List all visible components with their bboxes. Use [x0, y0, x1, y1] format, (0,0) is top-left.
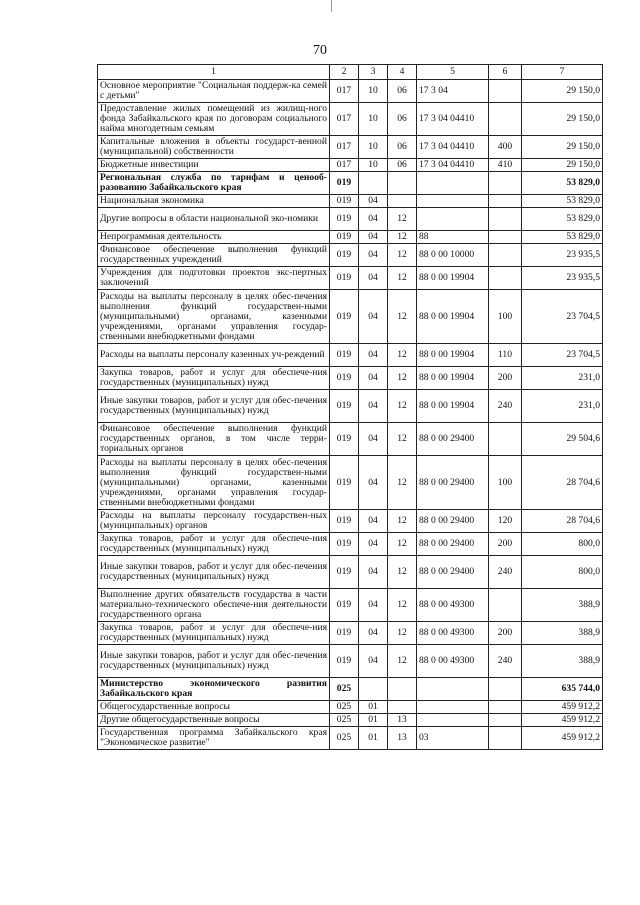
row-ministry-code-cell: 019	[330, 231, 359, 244]
row-expense-type-cell	[489, 714, 522, 727]
row-target-article-cell: 88 0 00 19904	[417, 390, 489, 423]
row-ministry-code-cell: 025	[330, 678, 359, 701]
row-ministry-code-cell: 019	[330, 208, 359, 231]
row-amount-cell: 29 150,0	[522, 159, 603, 172]
row-name-cell: Министерство экономического развития Забайкальского края	[98, 678, 330, 701]
row-amount-cell: 28 704,6	[522, 456, 603, 510]
table-row	[98, 244, 603, 267]
row-target-article-cell: 88 0 00 29400	[417, 456, 489, 510]
row-subsection-cell: 12	[388, 533, 417, 556]
row-amount-cell: 23 704,5	[522, 344, 603, 367]
row-section-cell: 10	[359, 103, 388, 136]
budget-table	[97, 64, 603, 750]
row-name-cell: Другие вопросы в области национальной эко-номики	[98, 208, 330, 231]
row-expense-type-cell: 100	[489, 290, 522, 344]
row-subsection-cell: 13	[388, 727, 417, 750]
row-ministry-code-cell: 019	[330, 456, 359, 510]
row-ministry-code-cell: 017	[330, 136, 359, 159]
table-row	[98, 423, 603, 456]
header-cell: 3	[359, 65, 388, 80]
header-cell: 2	[330, 65, 359, 80]
table-row	[98, 701, 603, 714]
row-subsection-cell	[388, 195, 417, 208]
row-ministry-code-cell: 019	[330, 423, 359, 456]
row-expense-type-cell	[489, 244, 522, 267]
row-section-cell: 04	[359, 244, 388, 267]
row-name-cell: Расходы на выплаты персоналу казенных уч-реждений	[98, 344, 330, 367]
row-amount-cell: 231,0	[522, 367, 603, 390]
table-row	[98, 367, 603, 390]
row-amount-cell: 459 912,2	[522, 701, 603, 714]
row-subsection-cell: 12	[388, 589, 417, 622]
row-ministry-code-cell: 019	[330, 172, 359, 195]
row-name-cell: Финансовое обеспечение выполнения функций государственных органов, в том числе терри-ториальных органов	[98, 423, 330, 456]
row-subsection-cell: 13	[388, 714, 417, 727]
table-row	[98, 159, 603, 172]
row-ministry-code-cell: 017	[330, 159, 359, 172]
scan-edge-mark	[331, 0, 332, 12]
row-name-cell: Региональная служба по тарифам и ценооб-разованию Забайкальского края	[98, 172, 330, 195]
table-row	[98, 714, 603, 727]
row-name-cell: Иные закупки товаров, работ и услуг для обес-печения государственных (муниципальных) нужд	[98, 645, 330, 678]
row-ministry-code-cell: 019	[330, 344, 359, 367]
row-section-cell: 10	[359, 136, 388, 159]
row-name-cell: Финансовое обеспечение выполнения функций государственных учреждений	[98, 244, 330, 267]
row-ministry-code-cell: 019	[330, 645, 359, 678]
row-amount-cell: 23 935,5	[522, 244, 603, 267]
row-name-cell: Закупка товаров, работ и услуг для обеспече-ния государственных (муниципальных) нужд	[98, 622, 330, 645]
row-target-article-cell: 17 3 04 04410	[417, 159, 489, 172]
row-ministry-code-cell: 025	[330, 714, 359, 727]
row-subsection-cell: 12	[388, 290, 417, 344]
row-name-cell: Расходы на выплаты персоналу государствен-ных (муниципальных) органов	[98, 510, 330, 533]
table-row	[98, 172, 603, 195]
row-expense-type-cell: 200	[489, 622, 522, 645]
table-row	[98, 195, 603, 208]
row-subsection-cell: 06	[388, 136, 417, 159]
table-row	[98, 645, 603, 678]
table-row	[98, 208, 603, 231]
row-target-article-cell	[417, 208, 489, 231]
row-amount-cell: 53 829,0	[522, 208, 603, 231]
row-amount-cell: 29 150,0	[522, 80, 603, 103]
row-name-cell: Иные закупки товаров, работ и услуг для обес-печения государственных (муниципальных) нужд	[98, 556, 330, 589]
row-subsection-cell: 12	[388, 390, 417, 423]
row-subsection-cell: 12	[388, 231, 417, 244]
row-subsection-cell: 12	[388, 456, 417, 510]
header-cell: 4	[388, 65, 417, 80]
table-header-row	[98, 65, 603, 80]
row-target-article-cell: 17 3 04	[417, 80, 489, 103]
row-amount-cell: 23 935,5	[522, 267, 603, 290]
row-ministry-code-cell: 019	[330, 367, 359, 390]
row-name-cell: Предоставление жилых помещений из жилищ-ного фонда Забайкальского края по договорам социального найма многодетным семьям	[98, 103, 330, 136]
row-target-article-cell	[417, 678, 489, 701]
row-ministry-code-cell: 019	[330, 244, 359, 267]
row-subsection-cell	[388, 678, 417, 701]
table-row	[98, 390, 603, 423]
row-ministry-code-cell: 019	[330, 556, 359, 589]
row-name-cell: Общегосударственные вопросы	[98, 701, 330, 714]
row-amount-cell: 459 912,2	[522, 727, 603, 750]
row-amount-cell: 635 744,0	[522, 678, 603, 701]
row-section-cell: 04	[359, 510, 388, 533]
row-target-article-cell: 88 0 00 19904	[417, 344, 489, 367]
table-row	[98, 80, 603, 103]
row-name-cell: Непрограммная деятельность	[98, 231, 330, 244]
row-name-cell: Иные закупки товаров, работ и услуг для обес-печения государственных (муниципальных) нужд	[98, 390, 330, 423]
row-name-cell: Расходы на выплаты персоналу в целях обес-печения выполнения функций государствен-ными (муниципальными) органами, казенными учреждениями, органами управления государ-ственными внебюджетными фондами	[98, 290, 330, 344]
row-subsection-cell: 06	[388, 159, 417, 172]
table-row	[98, 589, 603, 622]
row-ministry-code-cell: 019	[330, 390, 359, 423]
row-expense-type-cell	[489, 208, 522, 231]
row-amount-cell: 23 704,5	[522, 290, 603, 344]
row-section-cell: 04	[359, 622, 388, 645]
row-target-article-cell	[417, 714, 489, 727]
row-target-article-cell: 17 3 04 04410	[417, 103, 489, 136]
row-amount-cell: 53 829,0	[522, 231, 603, 244]
row-ministry-code-cell: 019	[330, 533, 359, 556]
table-row	[98, 556, 603, 589]
row-section-cell: 04	[359, 208, 388, 231]
row-ministry-code-cell: 019	[330, 622, 359, 645]
row-amount-cell: 28 704,6	[522, 510, 603, 533]
table-row	[98, 456, 603, 510]
row-ministry-code-cell: 025	[330, 701, 359, 714]
table-row	[98, 290, 603, 344]
row-section-cell: 04	[359, 589, 388, 622]
row-expense-type-cell: 120	[489, 510, 522, 533]
row-subsection-cell: 12	[388, 208, 417, 231]
row-ministry-code-cell: 025	[330, 727, 359, 750]
row-name-cell: Другие общегосударственные вопросы	[98, 714, 330, 727]
header-cell: 7	[522, 65, 603, 80]
row-amount-cell: 800,0	[522, 556, 603, 589]
row-amount-cell: 459 912,2	[522, 714, 603, 727]
table-row	[98, 622, 603, 645]
row-name-cell: Закупка товаров, работ и услуг для обеспече-ния государственных (муниципальных) нужд	[98, 367, 330, 390]
row-section-cell: 04	[359, 645, 388, 678]
row-target-article-cell	[417, 172, 489, 195]
table-row	[98, 267, 603, 290]
row-target-article-cell: 17 3 04 04410	[417, 136, 489, 159]
row-section-cell: 04	[359, 556, 388, 589]
row-expense-type-cell	[489, 423, 522, 456]
row-expense-type-cell: 240	[489, 645, 522, 678]
row-amount-cell: 29 150,0	[522, 103, 603, 136]
row-expense-type-cell	[489, 727, 522, 750]
row-expense-type-cell	[489, 172, 522, 195]
row-target-article-cell: 88	[417, 231, 489, 244]
row-target-article-cell	[417, 195, 489, 208]
table-row	[98, 344, 603, 367]
row-expense-type-cell: 100	[489, 456, 522, 510]
row-section-cell: 04	[359, 533, 388, 556]
table-row	[98, 727, 603, 750]
row-target-article-cell: 88 0 00 49300	[417, 589, 489, 622]
row-amount-cell: 53 829,0	[522, 195, 603, 208]
row-target-article-cell	[417, 701, 489, 714]
row-subsection-cell: 12	[388, 510, 417, 533]
row-ministry-code-cell: 019	[330, 589, 359, 622]
row-section-cell: 04	[359, 367, 388, 390]
row-expense-type-cell: 240	[489, 390, 522, 423]
row-target-article-cell: 88 0 00 49300	[417, 622, 489, 645]
row-expense-type-cell: 110	[489, 344, 522, 367]
page-number: 70	[313, 43, 327, 58]
table-row	[98, 678, 603, 701]
row-expense-type-cell: 240	[489, 556, 522, 589]
row-section-cell: 04	[359, 456, 388, 510]
row-subsection-cell: 12	[388, 645, 417, 678]
row-subsection-cell: 06	[388, 80, 417, 103]
row-subsection-cell	[388, 701, 417, 714]
row-expense-type-cell	[489, 267, 522, 290]
table-row	[98, 103, 603, 136]
row-subsection-cell: 12	[388, 556, 417, 589]
row-section-cell: 01	[359, 714, 388, 727]
row-section-cell	[359, 678, 388, 701]
row-name-cell: Учреждения для подготовки проектов экс-пертных заключений	[98, 267, 330, 290]
row-name-cell: Выполнение других обязательств государства в части материально-технического обеспече-ния деятельности государственного органа	[98, 589, 330, 622]
row-subsection-cell: 06	[388, 103, 417, 136]
row-ministry-code-cell: 019	[330, 267, 359, 290]
row-ministry-code-cell: 019	[330, 510, 359, 533]
row-subsection-cell: 12	[388, 367, 417, 390]
row-target-article-cell: 88 0 00 29400	[417, 423, 489, 456]
row-target-article-cell: 88 0 00 29400	[417, 533, 489, 556]
row-name-cell: Бюджетные инвестиции	[98, 159, 330, 172]
row-target-article-cell: 88 0 00 29400	[417, 556, 489, 589]
row-expense-type-cell: 200	[489, 367, 522, 390]
header-cell: 1	[98, 65, 330, 80]
table-row	[98, 510, 603, 533]
row-subsection-cell: 12	[388, 344, 417, 367]
row-section-cell: 01	[359, 701, 388, 714]
header-cell: 6	[489, 65, 522, 80]
row-name-cell: Основное мероприятие "Социальная поддерж-ка семей с детьми"	[98, 80, 330, 103]
row-subsection-cell	[388, 172, 417, 195]
row-name-cell: Национальная экономика	[98, 195, 330, 208]
row-subsection-cell: 12	[388, 244, 417, 267]
row-expense-type-cell: 400	[489, 136, 522, 159]
row-subsection-cell: 12	[388, 622, 417, 645]
row-ministry-code-cell: 017	[330, 103, 359, 136]
row-subsection-cell: 12	[388, 423, 417, 456]
row-amount-cell: 231,0	[522, 390, 603, 423]
row-section-cell: 04	[359, 195, 388, 208]
row-subsection-cell: 12	[388, 267, 417, 290]
row-name-cell: Расходы на выплаты персоналу в целях обес-печения выполнения функций государствен-ными (муниципальными) органами, казенными учреждениями, органами управления государ-ственными внебюджетными фондами	[98, 456, 330, 510]
row-amount-cell: 388,9	[522, 589, 603, 622]
row-section-cell: 04	[359, 344, 388, 367]
row-ministry-code-cell: 019	[330, 195, 359, 208]
row-expense-type-cell	[489, 231, 522, 244]
row-section-cell: 04	[359, 267, 388, 290]
row-expense-type-cell	[489, 701, 522, 714]
row-name-cell: Государственная программа Забайкальского края "Экономическое развитие"	[98, 727, 330, 750]
row-expense-type-cell	[489, 80, 522, 103]
row-amount-cell: 29 504,6	[522, 423, 603, 456]
row-amount-cell: 29 150,0	[522, 136, 603, 159]
row-target-article-cell: 88 0 00 19904	[417, 367, 489, 390]
row-section-cell: 04	[359, 231, 388, 244]
table-row	[98, 136, 603, 159]
row-section-cell: 04	[359, 390, 388, 423]
row-target-article-cell: 88 0 00 10000	[417, 244, 489, 267]
row-name-cell: Капитальные вложения в объекты государст-венной (муниципальной) собственности	[98, 136, 330, 159]
row-section-cell: 10	[359, 80, 388, 103]
row-target-article-cell: 88 0 00 19904	[417, 290, 489, 344]
row-expense-type-cell: 200	[489, 533, 522, 556]
row-section-cell: 10	[359, 159, 388, 172]
row-name-cell: Закупка товаров, работ и услуг для обеспече-ния государственных (муниципальных) нужд	[98, 533, 330, 556]
row-expense-type-cell: 410	[489, 159, 522, 172]
row-expense-type-cell	[489, 195, 522, 208]
table-row	[98, 231, 603, 244]
row-section-cell: 04	[359, 290, 388, 344]
row-target-article-cell: 88 0 00 19904	[417, 267, 489, 290]
row-target-article-cell: 88 0 00 29400	[417, 510, 489, 533]
row-ministry-code-cell: 019	[330, 290, 359, 344]
row-ministry-code-cell: 017	[330, 80, 359, 103]
row-section-cell: 01	[359, 727, 388, 750]
row-amount-cell: 388,9	[522, 645, 603, 678]
row-section-cell: 04	[359, 423, 388, 456]
row-expense-type-cell	[489, 678, 522, 701]
header-cell: 5	[417, 65, 489, 80]
table-row	[98, 533, 603, 556]
row-amount-cell: 388,9	[522, 622, 603, 645]
row-expense-type-cell	[489, 103, 522, 136]
row-expense-type-cell	[489, 589, 522, 622]
row-target-article-cell: 03	[417, 727, 489, 750]
row-section-cell	[359, 172, 388, 195]
row-amount-cell: 800,0	[522, 533, 603, 556]
row-target-article-cell: 88 0 00 49300	[417, 645, 489, 678]
row-amount-cell: 53 829,0	[522, 172, 603, 195]
